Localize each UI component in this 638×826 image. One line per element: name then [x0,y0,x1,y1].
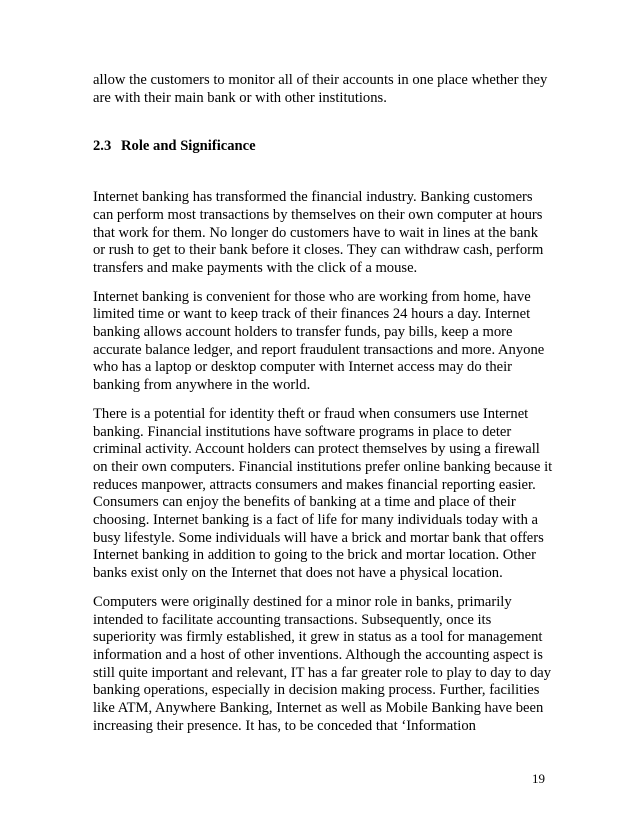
page-content [93,72,553,747]
paragraph-2: Internet banking is convenient for those who are working from home, have limited time or want to keep track of their finances 24 hours a day. Internet banking allows account holders to transfer funds, pay bills, keep a more accurate balance ledger, and report fraudulent transactions and more. Anyone who has a laptop or desktop computer with Internet access may do their banking from anywhere in the world. [93,288,545,394]
paragraph-3: There is a potential for identity theft or fraud when consumers use Internet banking. Financial institutions have software programs in place to deter criminal activity. Account holders can protect themselves by using a firewall on their own computers. Financial institutions prefer online banking because it reduces manpower, attracts consumers and makes financial reporting easier. Consumers can enjoy the benefits of banking at a time and place of their choosing. Internet banking is a fact of life for many individuals today with a busy lifestyle. Some individuals will have a brick and mortar bank that offers Internet banking in addition to going to the brick and mortar location. Other banks exist only on the Internet that does not have a physical location. [93,405,553,582]
paragraph-4: Computers were originally destined for a minor role in banks, primarily intended to facilitate accounting transactions. Subsequently, once its superiority was firmly established, it grew in status as a tool for management information and a host of other inventions. Although the accounting aspect is still quite important and relevant, IT has a far greater role to play to day to day banking operations, especially in decision making process. Further, facilities like ATM, Anywhere Banking, Internet as well as Mobile Banking have been increasing their presence. It has, to be conceded that ‘Information [93,593,552,734]
section-number: 2.3 [93,138,112,155]
page-number: 19 [532,771,545,786]
section-title: Role and Significance [121,138,256,155]
section-heading [93,138,553,156]
intro-paragraph: allow the customers to monitor all of their accounts in one place whether they are with their main bank or with other institutions. [93,72,548,106]
paragraph-1: Internet banking has transformed the financial industry. Banking customers can perform most transactions by themselves on their own computer at hours that work for them. No longer do customers have to wait in lines at the bank or rush to get to their bank before it closes. They can withdraw cash, perform transfers and make payments with the click of a mouse. [93,189,544,276]
